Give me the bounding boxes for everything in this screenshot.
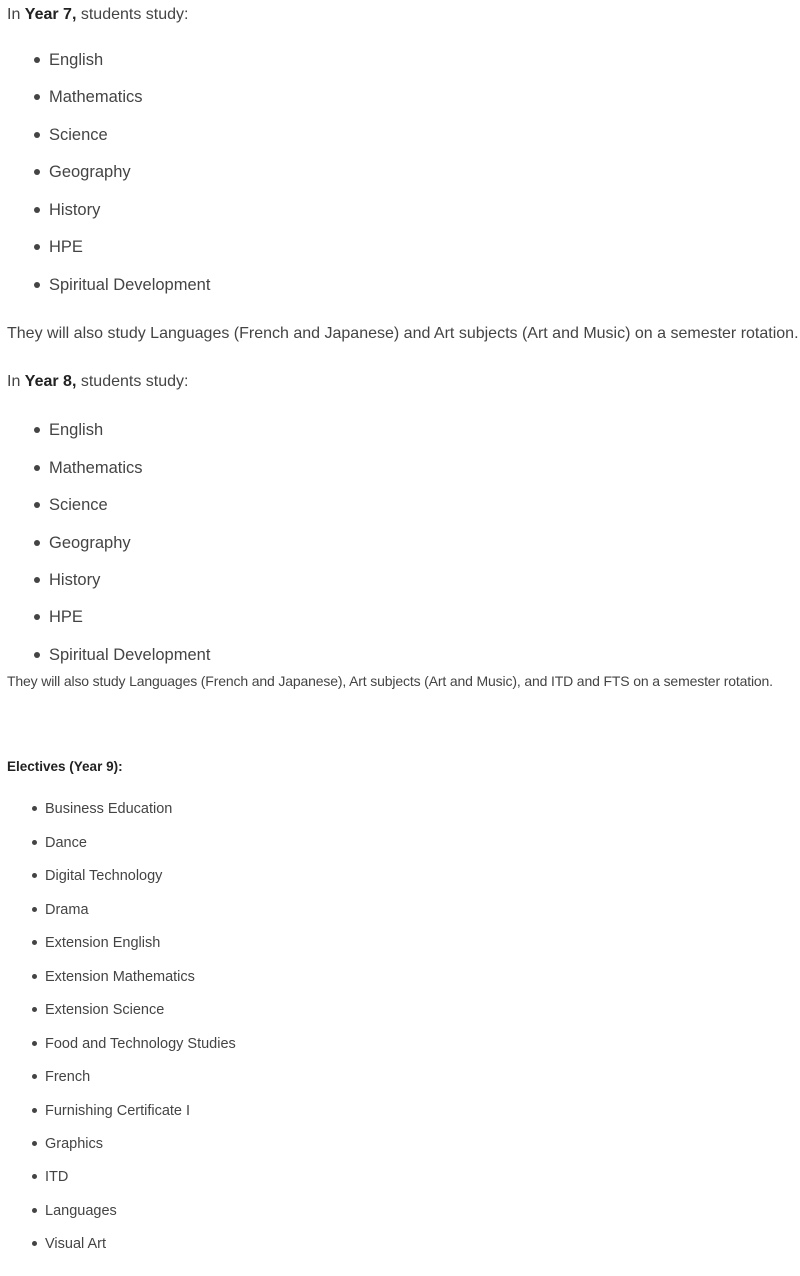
list-item-label: Graphics	[45, 1136, 104, 1152]
bullet-icon	[32, 1007, 37, 1012]
year8-subject-hpe	[49, 607, 83, 627]
year8-intro	[7, 372, 188, 392]
bullet-icon	[32, 974, 37, 979]
list-item-label: Drama	[45, 902, 89, 918]
bullet-icon	[32, 1108, 37, 1113]
year7-subject-geography	[49, 162, 131, 182]
bullet-icon	[34, 57, 40, 63]
year8-subject-history	[49, 570, 100, 590]
elective-french	[45, 1068, 90, 1086]
bullet-icon	[32, 940, 37, 945]
list-item-label: Furnishing Certificate I	[45, 1103, 191, 1119]
list-item-label: HPE	[49, 238, 83, 256]
year8-intro-prefix: In	[7, 373, 25, 390]
list-item-label: History	[49, 571, 101, 589]
list-item-label: French	[45, 1069, 91, 1085]
year8-subject-geography	[49, 533, 131, 553]
list-item-label: Visual Art	[45, 1236, 106, 1252]
list-item-label: Mathematics	[49, 88, 143, 106]
list-item-label: History	[49, 201, 101, 219]
list-item-label: Extension Mathematics	[45, 969, 195, 985]
year7-subject-hpe	[49, 237, 83, 257]
electives-heading: Electives (Year 9):	[7, 759, 123, 774]
year8-subject-english	[49, 420, 103, 440]
elective-dance	[45, 834, 87, 852]
list-item-label: Spiritual Development	[49, 276, 211, 294]
year7-subject-history	[49, 200, 100, 220]
year8-subject-spiritual-development	[49, 645, 210, 665]
bullet-icon	[32, 1041, 37, 1046]
year8-intro-suffix: students study:	[76, 373, 189, 390]
bullet-icon	[34, 282, 40, 288]
elective-languages	[45, 1202, 117, 1220]
elective-extension-english	[45, 934, 160, 952]
bullet-icon	[32, 1208, 37, 1213]
bullet-icon	[32, 1174, 37, 1179]
bullet-icon	[34, 132, 40, 138]
list-item-label: Food and Technology Studies	[45, 1036, 236, 1052]
list-item-label: Dance	[45, 835, 87, 851]
bullet-icon	[34, 207, 40, 213]
list-item-label: ITD	[45, 1169, 69, 1185]
elective-food-and-technology-studies	[45, 1035, 236, 1053]
year7-intro-bold: Year 7,	[24, 6, 77, 23]
list-item-label: Languages	[45, 1203, 117, 1219]
year7-note: They will also study Languages (French and Japanese) and Art subjects (Art and Music) on a semester rotation.	[7, 325, 799, 342]
list-item-label: English	[49, 421, 104, 439]
year7-intro-prefix: In	[7, 6, 25, 23]
bullet-icon	[32, 1074, 37, 1079]
bullet-icon	[32, 907, 37, 912]
bullet-icon	[34, 614, 40, 620]
list-item-label: English	[49, 51, 104, 69]
elective-extension-mathematics	[45, 968, 195, 986]
bullet-icon	[32, 1141, 37, 1146]
bullet-icon	[34, 244, 40, 250]
bullet-icon	[32, 873, 37, 878]
bullet-icon	[34, 577, 40, 583]
year8-subject-mathematics	[49, 458, 143, 478]
bullet-icon	[34, 465, 40, 471]
bullet-icon	[34, 502, 40, 508]
elective-visual-art	[45, 1235, 106, 1253]
elective-business-education	[45, 800, 172, 818]
elective-itd	[45, 1168, 68, 1186]
list-item-label: Spiritual Development	[49, 646, 211, 664]
bullet-icon	[32, 806, 37, 811]
elective-graphics	[45, 1135, 103, 1153]
list-item-label: Science	[49, 126, 108, 144]
list-item-label: HPE	[49, 608, 83, 626]
bullet-icon	[34, 652, 40, 658]
bullet-icon	[32, 1241, 37, 1246]
bullet-icon	[32, 840, 37, 845]
bullet-icon	[34, 427, 40, 433]
elective-extension-science	[45, 1001, 164, 1019]
elective-digital-technology	[45, 867, 162, 885]
bullet-icon	[34, 94, 40, 100]
bullet-icon	[34, 169, 40, 175]
year8-note: They will also study Languages (French and Japanese), Art subjects (Art and Music), and ITD and FTS on a semester rotation.	[7, 673, 773, 689]
list-item-label: Digital Technology	[45, 868, 163, 884]
year7-intro	[7, 5, 188, 25]
list-item-label: Geography	[49, 534, 131, 552]
year8-intro-bold: Year 8,	[24, 373, 77, 390]
bullet-icon	[34, 540, 40, 546]
list-item-label: Business Education	[45, 801, 173, 817]
year7-subject-spiritual-development	[49, 275, 210, 295]
year8-subject-science	[49, 495, 108, 515]
elective-drama	[45, 901, 89, 919]
list-item-label: Extension Science	[45, 1002, 165, 1018]
year7-subject-english	[49, 50, 103, 70]
list-item-label: Extension English	[45, 935, 161, 951]
year7-subject-mathematics	[49, 87, 143, 107]
year7-intro-suffix: students study:	[76, 6, 189, 23]
elective-furnishing-certificate	[45, 1102, 190, 1120]
year7-subject-science	[49, 125, 108, 145]
list-item-label: Science	[49, 496, 108, 514]
list-item-label: Mathematics	[49, 459, 143, 477]
list-item-label: Geography	[49, 163, 131, 181]
